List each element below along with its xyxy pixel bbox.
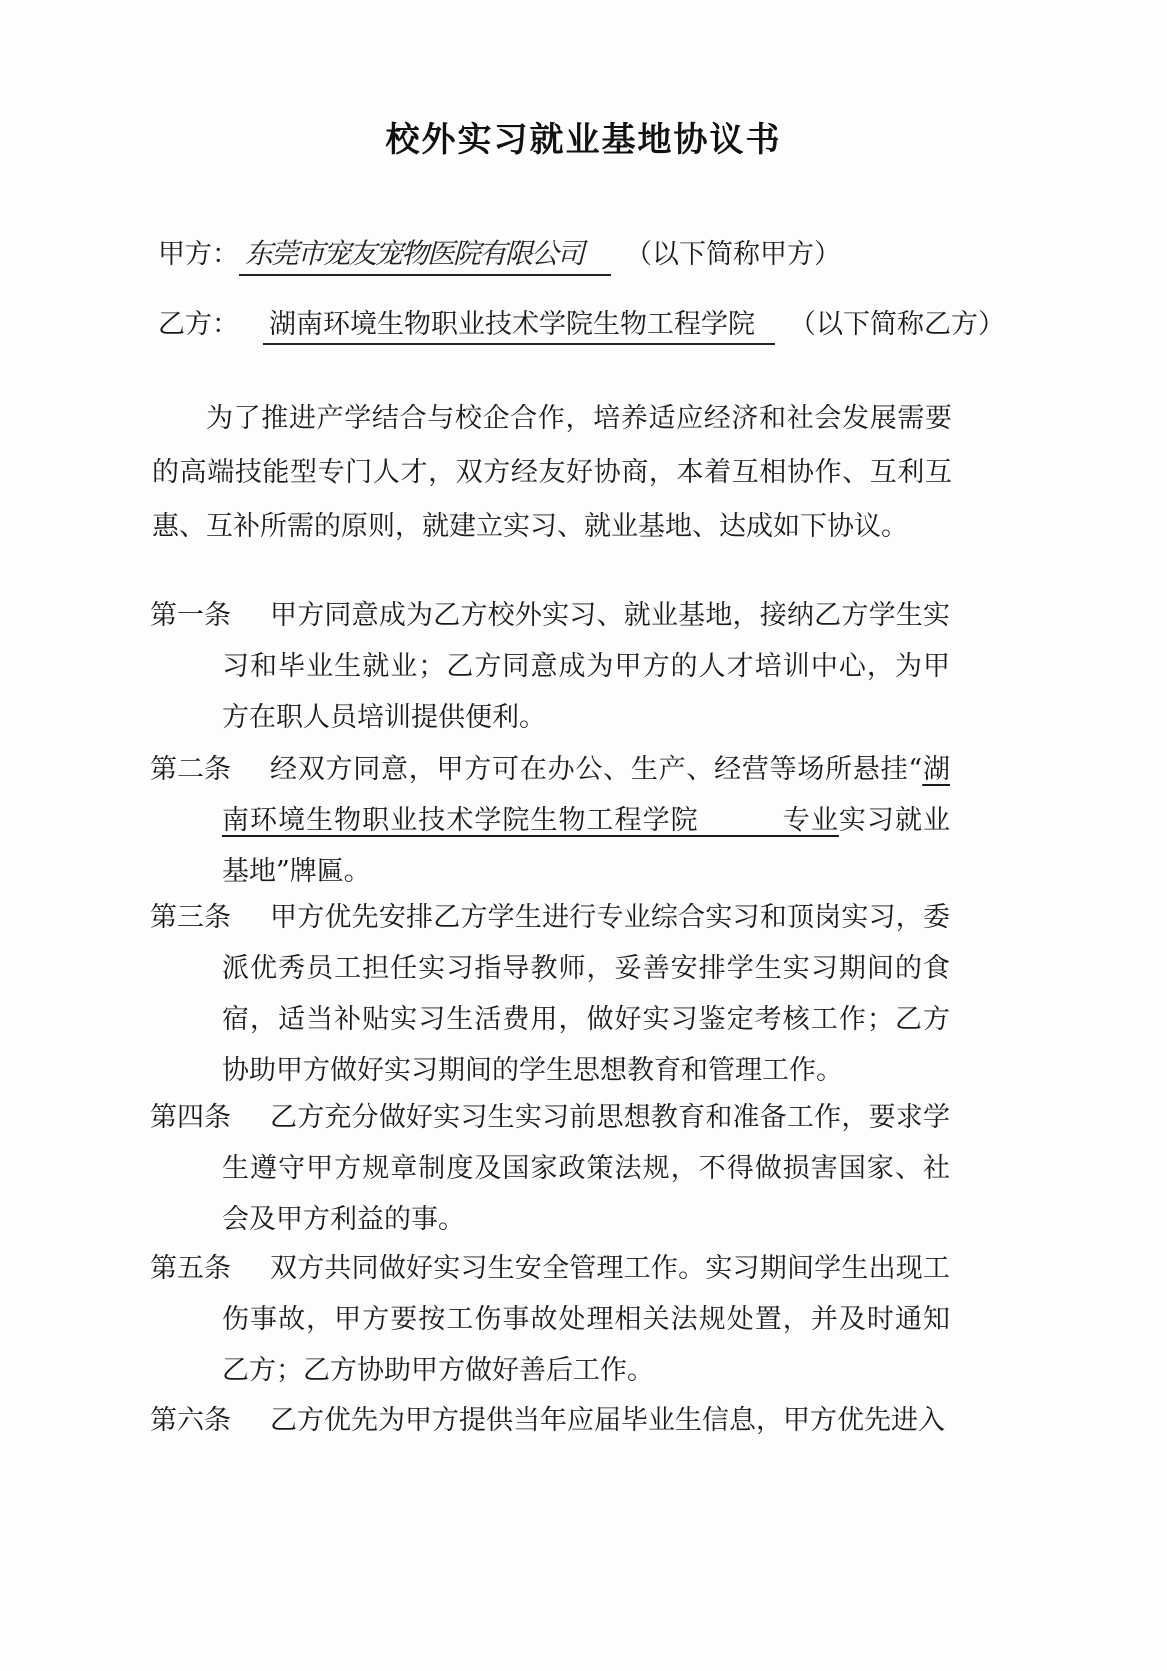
article-text-before: 经双方同意，甲方可在办公、生产、经营等场所悬挂“ <box>270 754 923 785</box>
party-b-name: 湖南环境生物职业技术学院生物工程学院 <box>263 302 775 345</box>
article-number: 第六条 <box>150 1405 231 1436</box>
article-6 <box>150 1395 950 1446</box>
party-a-label: 甲方： <box>158 239 239 270</box>
party-b-line <box>158 302 1005 345</box>
article-2 <box>150 744 950 897</box>
article-5 <box>150 1243 950 1396</box>
article-text-underlined: 湖南环境生物职业技术学院生物工程学院 专业 <box>222 754 950 836</box>
article-text: 乙方充分做好实习生实习前思想教育和准备工作，要求学生遵守甲方规章制度及国家政策法规，不得做损害国家、社会及甲方利益的事。 <box>222 1102 950 1235</box>
article-text: 甲方优先安排乙方学生进行专业综合实习和顶岗实习，委派优秀员工担任实习指导教师，妥善安排学生实习期间的食宿，适当补贴实习生活费用，做好实习鉴定考核工作；乙方协助甲方做好实习期间的学生思想教育和管理工作。 <box>222 902 950 1086</box>
party-a-handwritten-name: 东莞市宠友宠物医院有限公司 <box>239 232 611 276</box>
article-1 <box>150 590 950 743</box>
document-title: 校外实习就业基地协议书 <box>385 120 782 160</box>
party-b-label: 乙方： <box>158 309 239 340</box>
article-number: 第一条 <box>150 600 231 631</box>
party-a-note: （以下简称甲方） <box>625 239 841 270</box>
article-text: 双方共同做好实习生安全管理工作。实习期间学生出现工伤事故，甲方要按工伤事故处理相关法规处置，并及时通知乙方；乙方协助甲方做好善后工作。 <box>222 1253 950 1386</box>
article-text: 乙方优先为甲方提供当年应届毕业生信息，甲方优先进入 <box>270 1405 945 1436</box>
article-number: 第五条 <box>150 1253 231 1284</box>
intro-paragraph: 为了推进产学结合与校企合作，培养适应经济和社会发展需要的高端技能型专门人才，双方经友好协商，本着互相协作、互利互惠、互补所需的原则，就建立实习、就业基地、达成如下协议。 <box>152 403 952 542</box>
party-b-note: （以下简称乙方） <box>789 309 1005 340</box>
article-3 <box>150 892 950 1096</box>
article-text-after: 实习就业基地”牌匾。 <box>222 805 951 887</box>
article-number: 第二条 <box>150 754 231 785</box>
article-4 <box>150 1092 950 1245</box>
article-text: 甲方同意成为乙方校外实习、就业基地，接纳乙方学生实习和毕业生就业；乙方同意成为甲方的人才培训中心，为甲方在职人员培训提供便利。 <box>222 600 950 733</box>
article-text <box>222 744 950 897</box>
party-a-line <box>158 232 841 276</box>
article-number: 第四条 <box>150 1102 231 1133</box>
article-number: 第三条 <box>150 902 231 933</box>
